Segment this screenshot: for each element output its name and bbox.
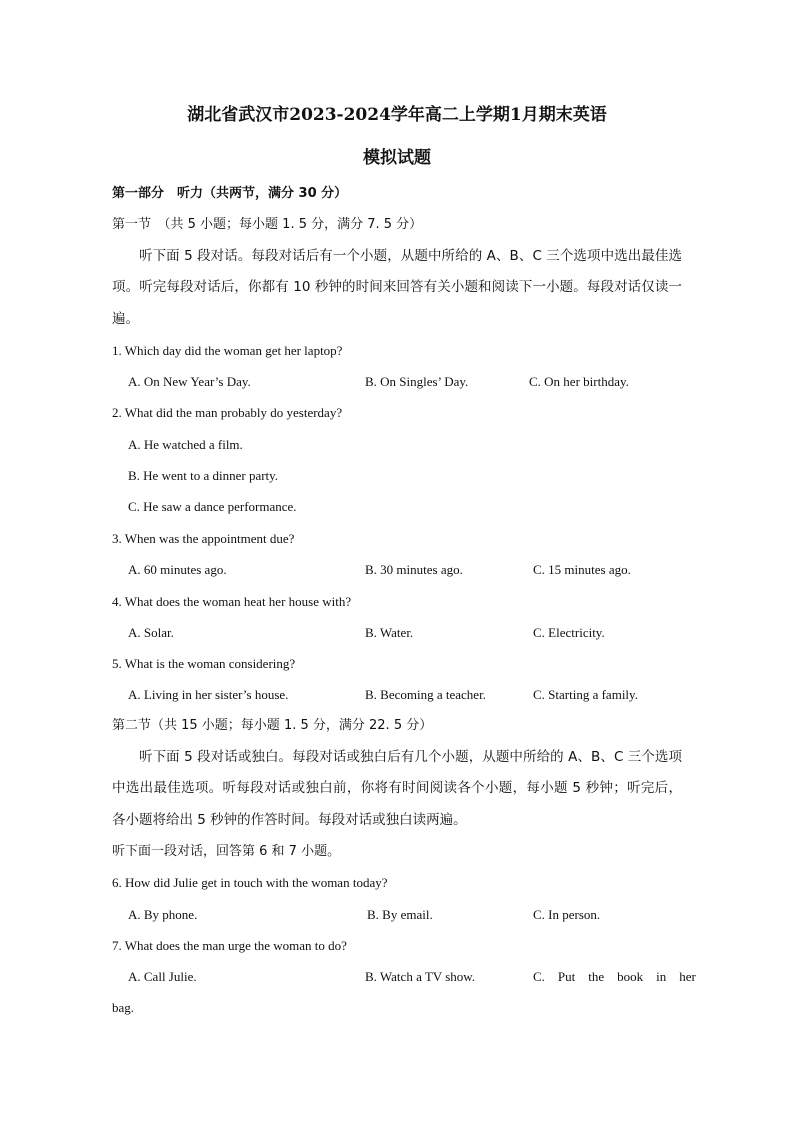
question-6-option-b: B. By email. (367, 907, 433, 922)
question-7-option-a: A. Call Julie. (128, 969, 197, 984)
question-4-option-c: C. Electricity. (533, 625, 605, 640)
section1-instructions: 听下面 5 段对话。每段对话后有一个小题，从题中所给的 A、B、C 三个选项中选出最佳选项。听完每段对话后，你都有 10 秒钟的时间来回答有关小题和阅读下一小题。每段对话仅读一遍。 (112, 248, 682, 327)
question-4-option-b: B. Water. (365, 625, 414, 640)
question-4-option-a: A. Solar. (128, 625, 174, 640)
question-3-stem: 3. When was the appointment due? (112, 531, 295, 546)
question-6-option-a: A. By phone. (128, 907, 198, 922)
question-3-option-c: C. 15 minutes ago. (533, 562, 631, 577)
question-5-option-b: B. Becoming a teacher. (365, 687, 486, 702)
question-2-option-a: A. He watched a film. (128, 437, 243, 452)
section1-heading: 第一节 （共 5 小题；每小题 1. 5 分，满分 7. 5 分） (112, 217, 423, 232)
document-subtitle: 模拟试题 (363, 148, 431, 168)
question-1-option-a: A. On New Year’s Day. (128, 374, 251, 389)
question-3-option-a: A. 60 minutes ago. (128, 562, 227, 577)
question-7-stem: 7. What does the man urge the woman to do? (112, 938, 347, 953)
question-6-stem: 6. How did Julie get in touch with the woman today? (112, 875, 388, 890)
question-5-option-a: A. Living in her sister’s house. (128, 687, 289, 702)
question-7-option-c: C. Put the book in her (533, 969, 696, 984)
question-2-stem: 2. What did the man probably do yesterday? (112, 405, 343, 420)
question-5-option-c: C. Starting a family. (533, 687, 638, 702)
section2-instructions: 听下面 5 段对话或独白。每段对话或独白后有几个小题，从题中所给的 A、B、C 三个选项中选出最佳选项。听每段对话或独白前，你将有时间阅读各个小题，每小题 5 秒钟；听完后，各小题将给出 5 秒钟的作答时间。每段对话或独白读两遍。 (112, 749, 682, 828)
question-3-option-b: B. 30 minutes ago. (365, 562, 463, 577)
dialogue-note: 听下面一段对话，回答第 6 和 7 小题。 (112, 844, 341, 859)
section2-heading: 第二节（共 15 小题；每小题 1. 5 分，满分 22. 5 分） (112, 718, 433, 733)
document-title: 湖北省武汉市2023-2024学年高二上学期1月期末英语 (187, 105, 607, 125)
question-2-option-c: C. He saw a dance performance. (128, 499, 297, 514)
question-1-option-b: B. On Singles’ Day. (365, 374, 469, 389)
question-5-stem: 5. What is the woman considering? (112, 656, 296, 671)
question-1-stem: 1. Which day did the woman get her laptop? (112, 343, 343, 358)
question-7-option-b: B. Watch a TV show. (365, 969, 476, 984)
question-4-stem: 4. What does the woman heat her house with? (112, 594, 352, 609)
question-6-option-c: C. In person. (533, 907, 601, 922)
question-2-option-b: B. He went to a dinner party. (128, 468, 279, 483)
part1-heading: 第一部分 听力（共两节，满分 30 分） (112, 186, 348, 201)
question-1-option-c: C. On her birthday. (529, 374, 629, 389)
question-7-option-c-continuation: bag. (112, 1000, 135, 1015)
